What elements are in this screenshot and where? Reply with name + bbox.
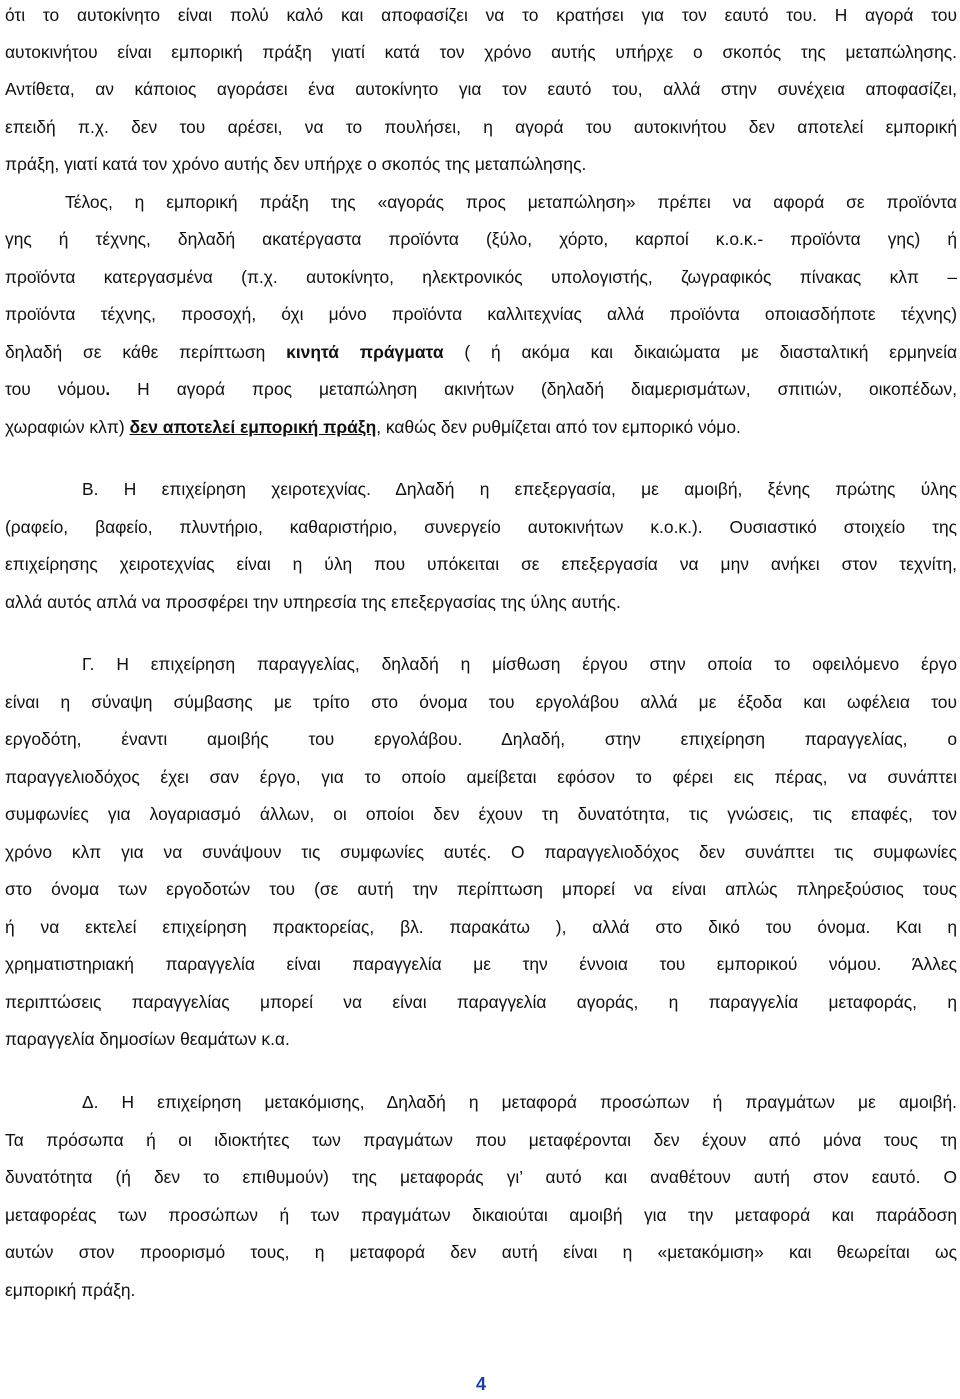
text-segment: ( ή ακόμα και δικαιώματα με διασταλτική ερμηνεία [443, 342, 957, 362]
bold-text: κινητά πράγματα [286, 342, 444, 362]
text-segment: χωραφιών κλπ) [5, 417, 130, 437]
text-line: παραγγελιοδόχος έχει σαν έργο, για το οποίο αμείβεται εφόσον το φέρει εις πέρας, να συνάπτει [5, 767, 957, 787]
text-line: ότι το αυτοκίνητο είναι πολύ καλό και αποφασίζει να το κρατήσει για τον εαυτό του. Η αγορά του [5, 5, 957, 25]
text-line: αυτών στον προορισμό τους, η μεταφορά δεν αυτή είναι η «μετακόμιση» και θεωρείται ως [5, 1242, 957, 1262]
text-line: εργοδότη, έναντι αμοιβής του εργολάβου. Δηλαδή, στην επιχείρηση παραγγελίας, ο [5, 729, 957, 749]
text-line: προϊόντα τέχνης, προσοχή, όχι μόνο προϊόντα καλλιτεχνίας αλλά προϊόντα οποιασδήποτε τέχνης) [5, 304, 957, 324]
text-line-with-underline [5, 416, 957, 438]
text-line: επειδή π.χ. δεν του αρέσει, να το πουλήσει, η αγορά του αυτοκινήτου δεν αποτελεί εμπορική [5, 117, 957, 137]
section-c-heading-line: Γ. Η επιχείρηση παραγγελίας, δηλαδή η μίσθωση έργου στην οποία το οφειλόμενο έργο [82, 654, 957, 674]
bold-text: . [105, 379, 111, 399]
text-line: συμφωνίες για λογαριασμό άλλων, οι οποίοι δεν έχουν τη δυνατότητα, τις γνώσεις, τις επαφές, τον [5, 804, 957, 824]
text-segment: Η αγορά προς μεταπώληση ακινήτων (δηλαδή διαμερισμάτων, σπιτιών, οικοπέδων, [110, 379, 957, 399]
bold-underlined-text: δεν αποτελεί εμπορική πράξη [129, 417, 377, 437]
paragraph-indented-line: Τέλος, η εμπορική πράξη της «αγοράς προς μεταπώληση» πρέπει να αφορά σε προϊόντα [65, 192, 957, 212]
text-line: δυνατότητα (ή δεν το επιθυμούν) της μεταφοράς γι’ αυτό και αναθέτουν αυτή στον εαυτό. Ο [5, 1167, 957, 1187]
text-line: πράξη, γιατί κατά τον χρόνο αυτής δεν υπήρχε ο σκοπός της μεταπώλησης. [5, 154, 587, 174]
text-segment: , καθώς δεν ρυθμίζεται από τον εμπορικό νόμο. [376, 417, 741, 437]
text-line: γης ή τέχνης, δηλαδή ακατέργαστα προϊόντα (ξύλο, χόρτο, καρποί κ.ο.κ.- προϊόντα γης) ή [5, 229, 957, 249]
section-b-heading-line: Β. Η επιχείρηση χειροτεχνίας. Δηλαδή η επεξεργασία, με αμοιβή, ξένης πρώτης ύλης [82, 479, 957, 499]
section-d-heading-line: Δ. Η επιχείρηση μετακόμισης, Δηλαδή η μεταφορά προσώπων ή πραγμάτων με αμοιβή. [82, 1092, 957, 1112]
text-line: Τα πρόσωπα ή οι ιδιοκτήτες των πραγμάτων που μεταφέρονται δεν έχουν από μόνα τους τη [5, 1130, 957, 1150]
text-line: χρηματιστηριακή παραγγελία είναι παραγγελία με την έννοια του εμπορικού νόμου. Άλλες [5, 954, 957, 974]
text-segment: του νόμου [5, 379, 106, 399]
text-segment: δηλαδή σε κάθε περίπτωση [5, 342, 287, 362]
text-line: αυτοκινήτου είναι εμπορική πράξη γιατί κατά τον χρόνο αυτής υπήρχε ο σκοπός της μεταπώλησης. [5, 42, 957, 62]
text-line: μεταφορέας των προσώπων ή των πραγμάτων δικαιούται αμοιβή για την μεταφορά και παράδοση [5, 1205, 957, 1225]
text-line: αλλά αυτός απλά να προσφέρει την υπηρεσία της επεξεργασίας της ύλης αυτής. [5, 592, 621, 612]
text-line: παραγγελία δημοσίων θεαμάτων κ.α. [5, 1029, 290, 1049]
text-line: περιπτώσεις παραγγελίας μπορεί να είναι παραγγελία αγοράς, η παραγγελία μεταφοράς, η [5, 992, 957, 1012]
text-line: (ραφείο, βαφείο, πλυντήριο, καθαριστήριο, συνεργείο αυτοκινήτων κ.ο.κ.). Ουσιαστικό στοιχείο της [5, 517, 957, 537]
page-number: 4 [475, 1374, 486, 1394]
text-line-with-bold [5, 341, 957, 363]
text-line: χρόνο κλπ για να συνάψουν τις συμφωνίες αυτές. Ο παραγγελιοδόχος δεν συνάπτει τις συμφωνίες [5, 842, 957, 862]
text-line: προϊόντα κατεργασμένα (π.χ. αυτοκίνητο, ηλεκτρονικός υπολογιστής, ζωγραφικός πίνακας κλπ – [5, 267, 957, 287]
text-line: ή να εκτελεί επιχείρηση πρακτορείας, βλ. παρακάτω ), αλλά στο δικό του όνομα. Και η [5, 917, 957, 937]
text-line: επιχείρησης χειροτεχνίας είναι η ύλη που υπόκειται σε επεξεργασία να μην ανήκει στον τεχνίτη, [5, 554, 957, 574]
text-line: εμπορική πράξη. [5, 1280, 136, 1300]
text-line: στο όνομα των εργοδοτών του (σε αυτή την περίπτωση μπορεί να είναι απλώς πληρεξούσιος τους [5, 879, 957, 899]
text-line: είναι η σύναψη σύμβασης με τρίτο στο όνομα του εργολάβου αλλά με έξοδα και ωφέλεια του [5, 692, 957, 712]
text-line-with-bold [5, 378, 957, 400]
text-line: Αντίθετα, αν κάποιος αγοράσει ένα αυτοκίνητο για τον εαυτό του, αλλά στην συνέχεια αποφασίζει, [5, 79, 957, 99]
